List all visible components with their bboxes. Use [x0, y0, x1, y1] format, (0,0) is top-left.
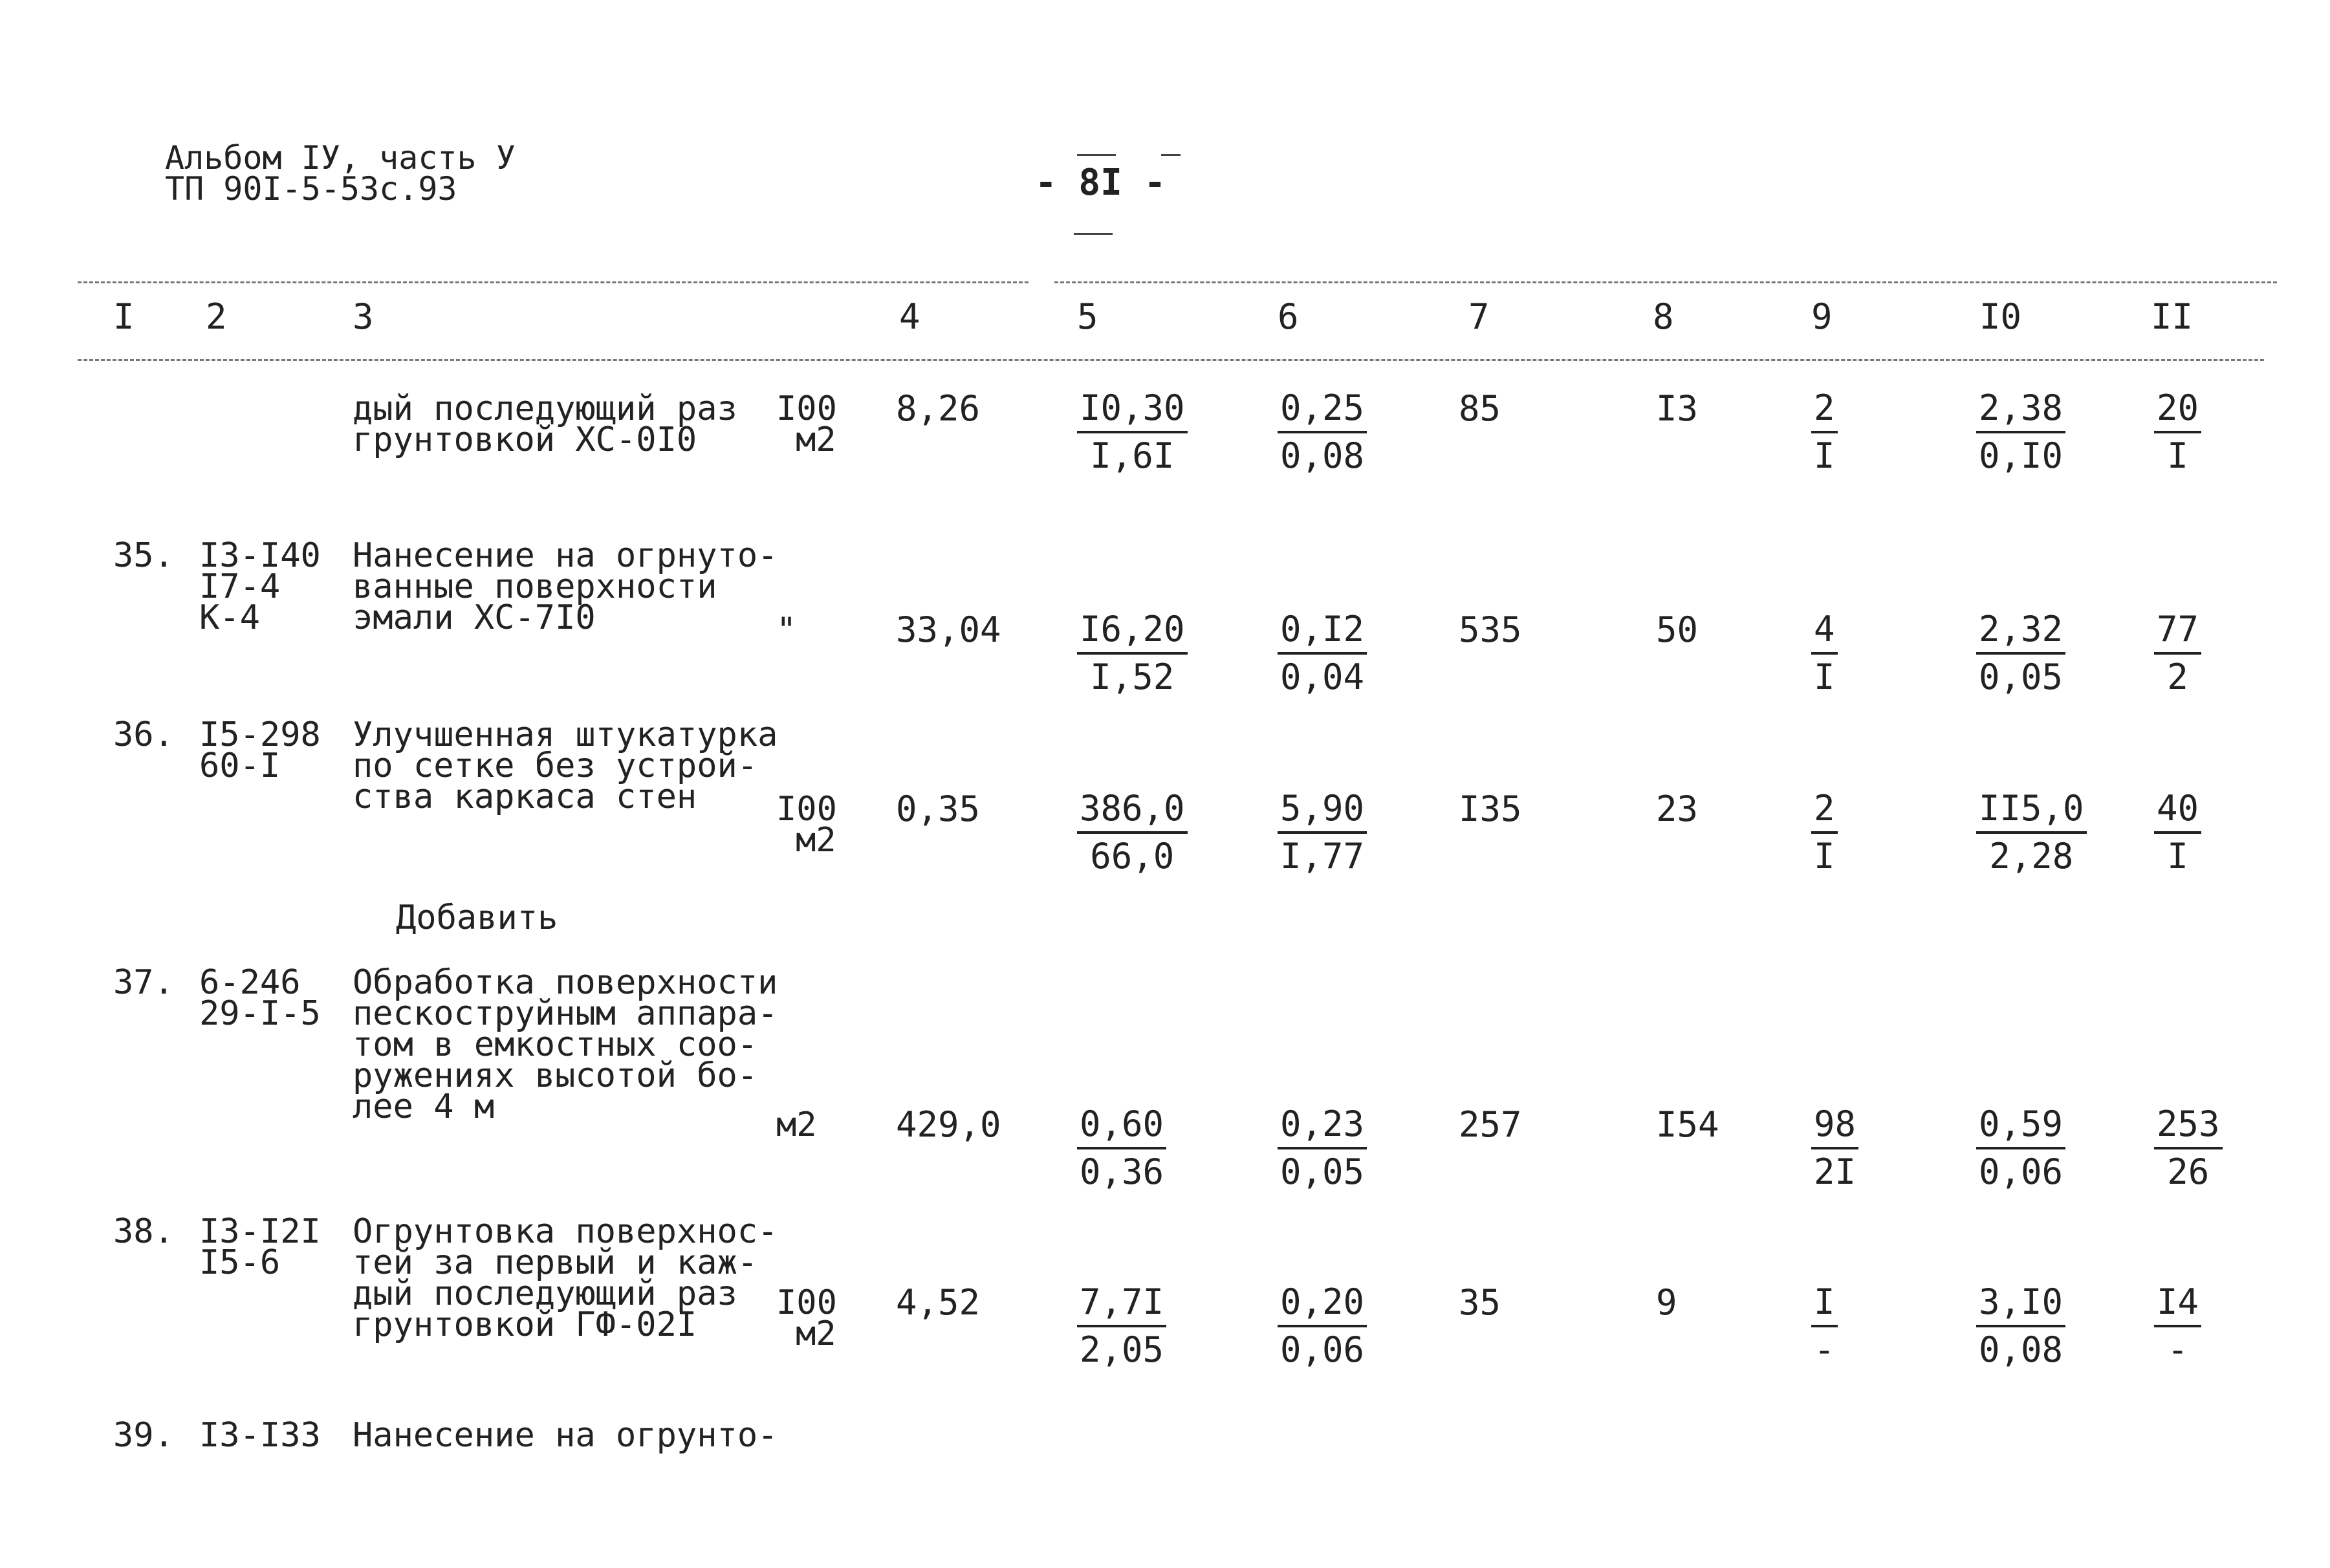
row-description: дый последующий раз: [353, 1274, 737, 1313]
table-top-rule: [78, 281, 1029, 283]
row-quantity: 429,0: [896, 1104, 1001, 1145]
cell-col11-numerator: 77: [2154, 607, 2201, 655]
cell-col9: [1811, 607, 1838, 700]
row-unit: ": [776, 611, 797, 649]
row-description: ства каркаса стен: [353, 778, 697, 816]
column-header: 8: [1653, 296, 1674, 337]
cell-col9-numerator: 4: [1811, 607, 1838, 655]
cell-col5: [1077, 786, 1188, 879]
cell-col5-denominator: I,52: [1090, 657, 1175, 697]
row-description: Нанесение на огрунто-: [353, 1416, 778, 1455]
cell-col11-numerator: 40: [2154, 786, 2201, 834]
column-header: 5: [1077, 296, 1098, 337]
cell-col5-denominator: 0,36: [1080, 1151, 1164, 1192]
row-unit: I00: [776, 1283, 837, 1322]
cell-col10-denominator: 0,08: [1979, 1329, 2063, 1370]
row-code: 29-I-5: [199, 994, 321, 1033]
cell-col5-numerator: 0,60: [1077, 1102, 1166, 1149]
cell-col5: [1077, 386, 1188, 479]
cell-col6-numerator: 0,23: [1278, 1102, 1367, 1149]
cell-col10: [1976, 786, 2087, 879]
cell-col5-numerator: I0,30: [1077, 386, 1188, 433]
row-quantity: 4,52: [896, 1282, 981, 1323]
cell-col6: [1278, 786, 1367, 879]
column-header: I: [113, 296, 135, 337]
row-description: грунтовкой ГФ-02I: [353, 1305, 697, 1344]
cell-col11-numerator: I4: [2154, 1279, 2201, 1327]
row-number: 35.: [113, 536, 174, 575]
row-unit: м2: [796, 821, 836, 860]
cell-col6-numerator: 5,90: [1278, 786, 1367, 834]
cell-col7: I35: [1459, 789, 1522, 829]
row-description: Огрунтовка поверхнос-: [353, 1212, 778, 1251]
row-unit: I00: [776, 389, 837, 428]
cell-col9-denominator: I: [1814, 836, 1835, 877]
cell-col5-denominator: 66,0: [1090, 836, 1175, 877]
row-quantity: 33,04: [896, 609, 1001, 650]
cell-col9-numerator: 2: [1811, 386, 1838, 433]
cell-col11-denominator: 26: [2167, 1151, 2210, 1192]
row-unit: I00: [776, 790, 837, 829]
cell-col10: [1976, 607, 2065, 700]
row-code: 60-I: [199, 746, 281, 785]
cell-col11: [2154, 386, 2201, 479]
column-header: 9: [1811, 296, 1833, 337]
row-description: Улучшенная штукатурка: [353, 715, 778, 754]
row-description: пескоструйным аппара-: [353, 994, 778, 1033]
cell-col6: [1278, 1279, 1367, 1373]
cell-col9: [1811, 1279, 1838, 1373]
cell-col6: [1278, 386, 1367, 479]
cell-col9: [1811, 786, 1838, 879]
column-header: I0: [1979, 296, 2022, 337]
cell-col10-denominator: 0,06: [1979, 1151, 2063, 1192]
cell-col7: 257: [1459, 1104, 1522, 1145]
row-description: ванные поверхности: [353, 567, 717, 606]
cell-col6-numerator: 0,20: [1278, 1279, 1367, 1327]
cell-col6-denominator: 0,08: [1280, 435, 1365, 476]
column-header: 4: [899, 296, 920, 337]
cell-col6-denominator: 0,06: [1280, 1329, 1365, 1370]
cell-col11-numerator: 253: [2154, 1102, 2223, 1149]
column-header: 3: [353, 296, 374, 337]
cell-col9-denominator: I: [1814, 657, 1835, 697]
cell-col9: [1811, 1102, 1858, 1195]
cell-col6-denominator: 0,05: [1280, 1151, 1365, 1192]
row-code: 6-246: [199, 963, 301, 1002]
cell-col6-denominator: I,77: [1280, 836, 1365, 877]
cell-col7: 85: [1459, 388, 1501, 429]
section-heading: Добавить: [396, 898, 558, 937]
row-code: I3-I40: [199, 536, 321, 575]
row-description: лее 4 м: [353, 1087, 495, 1126]
cell-col10-numerator: 0,59: [1976, 1102, 2065, 1149]
row-number: 37.: [113, 963, 174, 1002]
cell-col5-denominator: I,6I: [1090, 435, 1175, 476]
row-description: том в емкостных соо-: [353, 1025, 758, 1064]
cell-col10-denominator: 0,I0: [1979, 435, 2063, 476]
row-number: 39.: [113, 1416, 174, 1455]
row-description: тей за первый и каж-: [353, 1243, 758, 1282]
cell-col11-numerator: 20: [2154, 386, 2201, 433]
cell-col5-numerator: 7,7I: [1077, 1279, 1166, 1327]
row-unit: м2: [796, 1314, 836, 1353]
cell-col10-numerator: 3,I0: [1976, 1279, 2065, 1327]
column-header: 6: [1278, 296, 1299, 337]
cell-col10-numerator: 2,38: [1976, 386, 2065, 433]
row-description: ружениях высотой бо-: [353, 1056, 758, 1095]
cell-col8: 23: [1656, 789, 1699, 829]
cell-col8: I3: [1656, 388, 1699, 429]
cell-col5-numerator: I6,20: [1077, 607, 1188, 655]
cell-col5: [1077, 1102, 1166, 1195]
cell-col5-denominator: 2,05: [1080, 1329, 1164, 1370]
column-header: II: [2151, 296, 2194, 337]
cell-col9-denominator: -: [1814, 1329, 1835, 1370]
row-code: I5-6: [199, 1243, 281, 1282]
column-header: 7: [1468, 296, 1490, 337]
row-description: по сетке без устрой-: [353, 746, 758, 785]
row-code: I5-298: [199, 715, 321, 754]
cell-col6-denominator: 0,04: [1280, 657, 1365, 697]
row-description: грунтовкой ХС-0I0: [353, 420, 697, 459]
row-description: эмали ХС-7I0: [353, 598, 596, 637]
cell-col6: [1278, 1102, 1367, 1195]
cell-col9-denominator: 2I: [1814, 1151, 1856, 1192]
row-description: Нанесение на огрнуто-: [353, 536, 778, 575]
cell-col9-denominator: I: [1814, 435, 1835, 476]
cell-col11-denominator: I: [2167, 435, 2188, 476]
cell-col7: 35: [1459, 1282, 1501, 1323]
column-header: 2: [206, 296, 227, 337]
cell-col11: [2154, 1279, 2201, 1373]
cell-col10-numerator: 2,32: [1976, 607, 2065, 655]
row-quantity: 8,26: [896, 388, 981, 429]
header-mark: [1161, 154, 1181, 156]
row-number: 38.: [113, 1212, 174, 1251]
cell-col5-numerator: 386,0: [1077, 786, 1188, 834]
cell-col7: 535: [1459, 609, 1522, 650]
cell-col10: [1976, 1102, 2065, 1195]
cell-col10-numerator: II5,0: [1976, 786, 2087, 834]
cell-col10-denominator: 2,28: [1989, 836, 2074, 877]
cell-col9-numerator: I: [1811, 1279, 1838, 1327]
cell-col11: [2154, 786, 2201, 879]
row-code: К-4: [199, 598, 260, 637]
cell-col6-numerator: 0,I2: [1278, 607, 1367, 655]
cell-col11-denominator: -: [2167, 1329, 2188, 1370]
cell-col11: [2154, 1102, 2223, 1195]
cell-col11-denominator: 2: [2167, 657, 2188, 697]
table-header-rule: [78, 359, 2264, 361]
cell-col9: [1811, 386, 1838, 479]
cell-col11-denominator: I: [2167, 836, 2188, 877]
header-mark: [1077, 154, 1116, 156]
cell-col8: 9: [1656, 1282, 1677, 1323]
cell-col6: [1278, 607, 1367, 700]
cell-col5: [1077, 607, 1188, 700]
cell-col9-numerator: 98: [1811, 1102, 1858, 1149]
row-code: I7-4: [199, 567, 281, 606]
page-number: - 8I -: [1035, 162, 1166, 204]
cell-col6-numerator: 0,25: [1278, 386, 1367, 433]
cell-col10-denominator: 0,05: [1979, 657, 2063, 697]
cell-col8: I54: [1656, 1104, 1719, 1145]
table-top-rule: [1054, 281, 2277, 283]
cell-col9-numerator: 2: [1811, 786, 1838, 834]
row-unit: м2: [796, 420, 836, 459]
row-number: 36.: [113, 715, 174, 754]
row-description: дый последующий раз: [353, 389, 737, 428]
row-code: I3-I2I: [199, 1212, 321, 1251]
cell-col8: 50: [1656, 609, 1699, 650]
row-quantity: 0,35: [896, 789, 981, 829]
row-unit: м2: [776, 1105, 817, 1144]
cell-col5: [1077, 1279, 1166, 1373]
album-label: Альбом IУ, часть У: [165, 139, 516, 177]
cell-col10: [1976, 1279, 2065, 1373]
cell-col10: [1976, 386, 2065, 479]
header-mark: [1074, 233, 1113, 235]
tp-label: ТП 90I-5-53с.93: [165, 170, 457, 208]
row-description: Обработка поверхности: [353, 963, 778, 1002]
row-code: I3-I33: [199, 1416, 321, 1455]
cell-col11: [2154, 607, 2201, 700]
